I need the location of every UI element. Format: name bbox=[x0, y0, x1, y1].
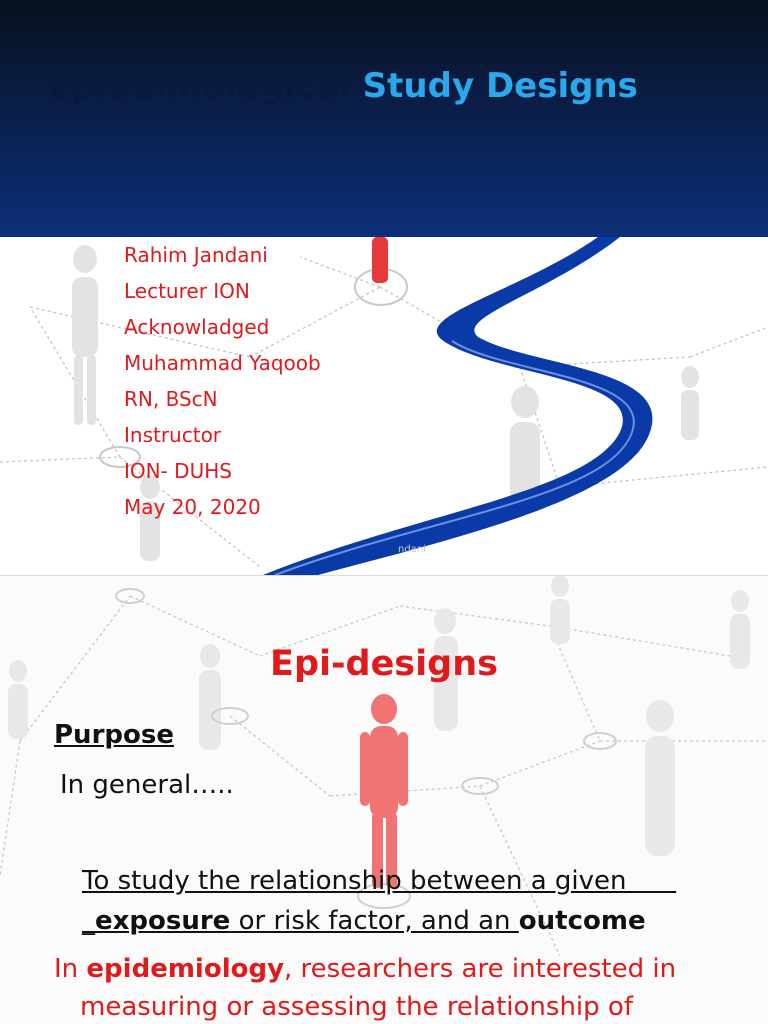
text-fragment: _ bbox=[82, 906, 95, 936]
author-line: RN, BScN bbox=[124, 387, 218, 411]
slide-2 bbox=[0, 576, 768, 1024]
outcome-term: outcome bbox=[518, 906, 646, 936]
network-people-illustration bbox=[0, 237, 768, 575]
author-line: Instructor bbox=[124, 423, 222, 447]
body-line: To study the relationship between a given bbox=[82, 866, 677, 896]
purpose-heading: Purpose bbox=[54, 720, 174, 750]
body-line bbox=[54, 954, 676, 984]
author-line: Lecturer ION bbox=[124, 279, 250, 303]
exposure-term: exposure bbox=[95, 906, 231, 936]
author-line: ION- DUHS bbox=[124, 459, 232, 483]
author-line: Acknowladged bbox=[124, 315, 270, 339]
slide-title-part1: Epidemiological bbox=[48, 66, 351, 106]
epidemiology-term: epidemiology bbox=[86, 954, 285, 984]
slide-title bbox=[48, 66, 638, 106]
slide-title: Epi-designs bbox=[270, 644, 498, 684]
body-line bbox=[82, 906, 646, 936]
text-fragment: , researchers are interested in bbox=[284, 954, 677, 984]
footer-watermark: ndani bbox=[398, 544, 426, 555]
text-fragment: or risk factor, and an bbox=[230, 906, 519, 936]
text-fragment: In bbox=[54, 954, 87, 984]
author-info-list bbox=[124, 237, 321, 525]
author-line: Rahim Jandani bbox=[124, 243, 268, 267]
slide-title-part2: Study Designs bbox=[362, 66, 638, 106]
author-line: Muhammad Yaqoob bbox=[124, 351, 321, 375]
body-line: measuring or assessing the relationship of bbox=[80, 992, 633, 1022]
author-line: May 20, 2020 bbox=[124, 495, 261, 519]
intro-text: In general….. bbox=[60, 770, 234, 800]
title-band bbox=[0, 0, 768, 237]
